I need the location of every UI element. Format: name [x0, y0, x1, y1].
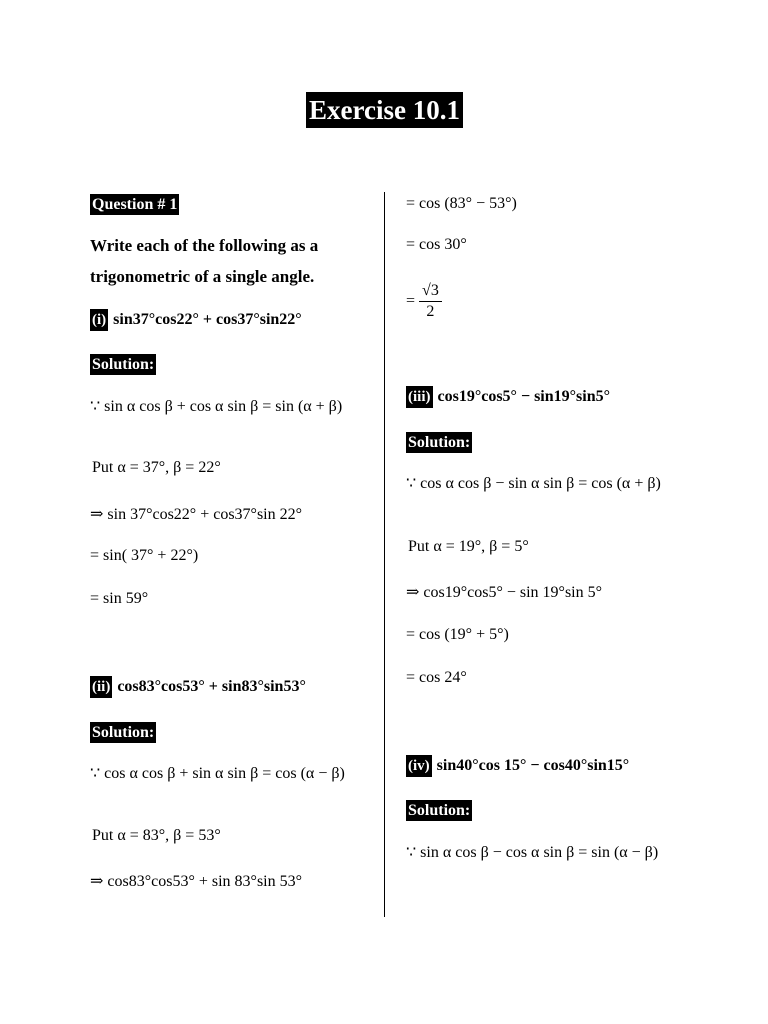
fraction-denominator: 2: [426, 303, 435, 320]
part-iv-heading: [406, 755, 629, 777]
part-i-step: Put α = 37°, β = 22°: [92, 459, 221, 476]
solution-label: Solution:: [408, 434, 471, 451]
continued-step: = cos 30°: [406, 236, 467, 253]
part-iv-expression: sin40°cos 15° − cos40°sin15°: [436, 757, 630, 774]
fraction: [419, 281, 442, 322]
question-prompt-line2: trigonometric of a single angle.: [90, 267, 315, 286]
part-i-expression: sin37°cos22° + cos37°sin22°: [113, 311, 302, 328]
question-label: [90, 194, 179, 215]
part-iii-step: ∵ cos α cos β − sin α sin β = cos (α + β): [406, 475, 661, 492]
part-ii-step: Put α = 83°, β = 53°: [92, 827, 221, 844]
part-i-tag: (i): [90, 309, 108, 331]
part-ii-step: ∵ cos α cos β + sin α sin β = cos (α − β): [90, 765, 345, 782]
part-ii-tag: (ii): [90, 676, 112, 698]
page-title: Exercise 10.1: [306, 92, 463, 128]
part-i-step: ⇒ sin 37°cos22° + cos37°sin 22°: [90, 506, 303, 523]
part-iv-solution: [406, 800, 472, 821]
column-divider: [384, 192, 385, 917]
part-ii-step: ⇒ cos83°cos53° + sin 83°sin 53°: [90, 873, 303, 890]
solution-label: Solution:: [92, 356, 155, 373]
part-i-step: = sin( 37° + 22°): [90, 547, 199, 564]
fraction-result: [406, 281, 442, 322]
continued-step: = cos (83° − 53°): [406, 195, 517, 212]
part-ii-heading: [90, 676, 306, 698]
part-iv-tag: (iv): [406, 755, 432, 777]
part-iii-solution: [406, 432, 472, 453]
part-iii-step: = cos (19° + 5°): [406, 626, 509, 643]
question-label-text: Question # 1: [92, 196, 178, 213]
part-i-step: = sin 59°: [90, 590, 149, 607]
question-prompt-line1: Write each of the following as a: [90, 236, 319, 255]
part-iii-heading: [406, 386, 610, 408]
part-iii-step: Put α = 19°, β = 5°: [408, 538, 529, 555]
part-iii-step: = cos 24°: [406, 669, 467, 686]
fraction-equals: =: [406, 292, 416, 310]
part-i-solution: [90, 354, 156, 375]
part-i-heading: [90, 309, 302, 331]
part-iii-step: ⇒ cos19°cos5° − sin 19°sin 5°: [406, 584, 603, 601]
part-iv-step: ∵ sin α cos β − cos α sin β = sin (α − β): [406, 844, 659, 861]
part-i-step: ∵ sin α cos β + cos α sin β = sin (α + β): [90, 398, 343, 415]
fraction-numerator: √3: [419, 281, 442, 302]
part-ii-solution: [90, 722, 156, 743]
part-iii-expression: cos19°cos5° − sin19°sin5°: [437, 388, 611, 405]
solution-label: Solution:: [408, 802, 471, 819]
solution-label: Solution:: [92, 724, 155, 741]
part-iii-tag: (iii): [406, 386, 433, 408]
part-ii-expression: cos83°cos53° + sin83°sin53°: [117, 678, 306, 695]
